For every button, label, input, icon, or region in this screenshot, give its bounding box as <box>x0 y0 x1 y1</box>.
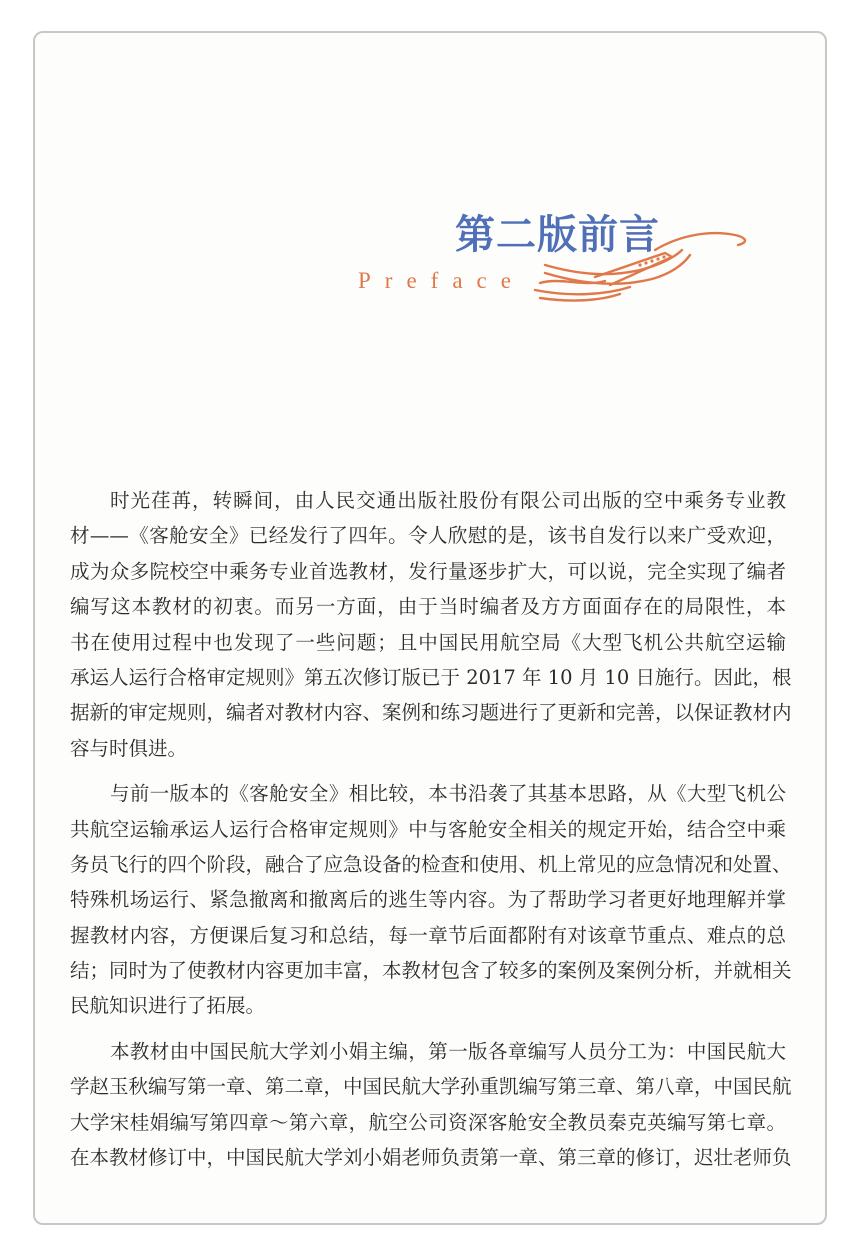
text-line: 特殊机场运行、紧急撤离和撤离后的逃生等内容。为了帮助学习者更好地理解并掌 <box>70 888 786 912</box>
text-line: 容与时俱进。 <box>70 736 188 760</box>
paragraph-2 <box>70 776 792 1024</box>
text-line: 本教材由中国民航大学刘小娟主编，第一版各章编写人员分工为：中国民航大 <box>110 1039 786 1063</box>
text-line: 书在使用过程中也发现了一些问题；且中国民用航空局《大型飞机公共航空运输 <box>70 630 786 654</box>
text-line: 共航空运输承运人运行合格审定规则》中与客舱安全相关的规定开始，结合空中乘 <box>70 817 786 841</box>
text-line: 民航知识进行了拓展。 <box>70 994 266 1018</box>
paragraph-3 <box>70 1034 792 1176</box>
page-subtitle: Preface <box>358 268 525 293</box>
paragraph-1 <box>70 483 792 766</box>
text-line: 承运人运行合格审定规则》第五次修订版已于 2017 年 10 月 10 日施行。因此，根 <box>70 665 792 689</box>
text-line: 编写这本教材的初衷。而另一方面，由于当时编者及方方面面存在的局限性，本 <box>70 595 786 619</box>
text-line: 握教材内容，方便课后复习和总结，每一章节后面都附有对该章节重点、难点的总 <box>70 923 786 947</box>
text-line: 与前一版本的《客舱安全》相比较，本书沿袭了其基本思路，从《大型飞机公 <box>110 782 786 806</box>
text-line: 务员飞行的四个阶段，融合了应急设备的检查和使用、机上常见的应急情况和处置、 <box>70 852 792 876</box>
text-line: 成为众多院校空中乘务专业首选教材，发行量逐步扩大，可以说，完全实现了编者 <box>70 559 786 583</box>
text-line: 在本教材修订中，中国民航大学刘小娟老师负责第一章、第三章的修订，迟壮老师负 <box>70 1146 792 1170</box>
text-line: 大学宋桂娟编写第四章～第六章，航空公司资深客舱安全教员秦克英编写第七章。 <box>70 1110 786 1134</box>
title-block <box>340 195 780 315</box>
preface-body <box>70 483 792 1175</box>
text-line: 时光荏苒，转瞬间，由人民交通出版社股份有限公司出版的空中乘务专业教 <box>110 489 786 512</box>
text-line: 结；同时为了使教材内容更加丰富，本教材包含了较多的案例及案例分析，并就相关 <box>70 959 792 983</box>
text-line: 学赵玉秋编写第一章、第二章，中国民航大学孙重凯编写第三章、第八章，中国民航 <box>70 1075 792 1099</box>
text-line: 材——《客舱安全》已经发行了四年。令人欣慰的是，该书自发行以来广受欢迎， <box>70 524 786 548</box>
text-line: 据新的审定规则，编者对教材内容、案例和练习题进行了更新和完善，以保证教材内 <box>70 701 792 725</box>
page-title: 第二版前言 <box>455 211 660 258</box>
